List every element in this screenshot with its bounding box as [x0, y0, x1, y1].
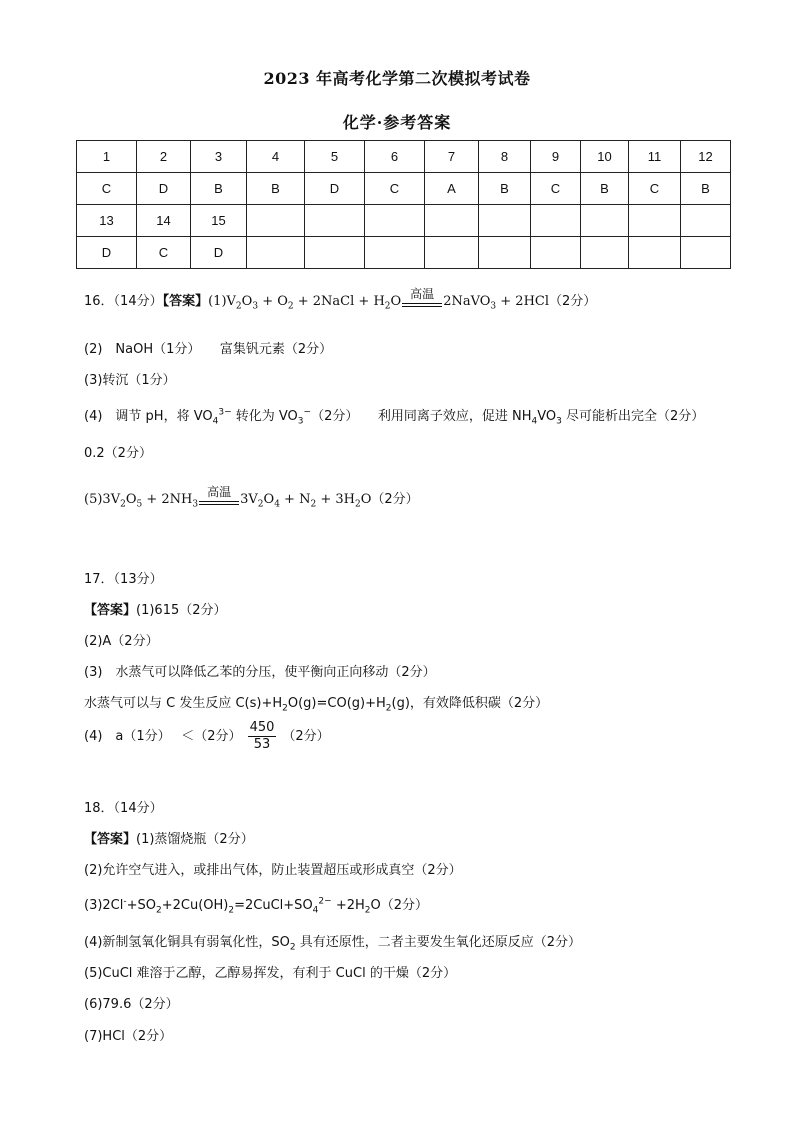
table-cell: [425, 205, 479, 237]
table-cell: [365, 205, 425, 237]
q16-eq1-rhs: 2NaVO$_3$ + 2HCl: [443, 294, 550, 312]
table-cell: C: [365, 173, 425, 205]
q17-answer-tag: 【答案】: [84, 603, 137, 618]
q17-part2: (2)A（2分）: [84, 634, 159, 649]
table-cell: D: [305, 173, 365, 205]
q16-answer-tag: 【答案】: [162, 294, 209, 309]
table-cell: 1: [77, 141, 137, 173]
equals-arrow-icon: [199, 484, 239, 511]
table-cell: C: [531, 173, 581, 205]
table-cell: [629, 205, 681, 237]
table-cell: C: [77, 173, 137, 205]
answer-table-body: [77, 141, 731, 269]
table-cell: [479, 205, 531, 237]
reaction-condition: 高温: [410, 286, 435, 301]
table-cell: B: [247, 173, 305, 205]
q17-part1: 【答案】(1)615（2分）: [84, 603, 227, 618]
table-cell: [479, 237, 531, 269]
table-cell: B: [681, 173, 731, 205]
q18-part6: (6)79.6（2分）: [84, 997, 179, 1012]
q17-part3b: 水蒸气可以与 C 发生反应 $C(s)+H_2O(g)=CO(g)+H_2(g)$，有效降低积碳（2分）: [84, 696, 549, 714]
table-cell: [531, 237, 581, 269]
table-row: [77, 141, 731, 173]
table-cell: [365, 237, 425, 269]
q16-part2: (2) NaOH（1分） 富集钒元素（2分）: [84, 342, 333, 357]
table-row: [77, 173, 731, 205]
table-cell: 8: [479, 141, 531, 173]
q16-part3: (3)转沉（1分）: [84, 373, 176, 388]
q16-part1-prefix: (1): [208, 294, 227, 309]
answer-table: [76, 140, 731, 269]
page-title: 2023 年高考化学第二次模拟考试卷: [263, 69, 531, 88]
q17-part3: (3) 水蒸气可以降低乙苯的分压，使平衡向正向移动（2分）: [84, 665, 436, 680]
table-cell: [581, 237, 629, 269]
table-cell: [247, 237, 305, 269]
table-cell: 3: [191, 141, 247, 173]
table-cell: [531, 205, 581, 237]
table-cell: 5: [305, 141, 365, 173]
table-cell: [305, 205, 365, 237]
table-cell: [305, 237, 365, 269]
table-cell: 7: [425, 141, 479, 173]
table-cell: D: [137, 173, 191, 205]
q16-part4-extra: 0.2（2分）: [84, 446, 152, 461]
table-cell: [247, 205, 305, 237]
table-row: [77, 237, 731, 269]
table-cell: 9: [531, 141, 581, 173]
table-cell: 11: [629, 141, 681, 173]
table-row: [77, 205, 731, 237]
reaction-condition: 高温: [207, 484, 232, 499]
table-cell: C: [137, 237, 191, 269]
q16-header: 16．（14分）: [84, 294, 163, 309]
table-cell: D: [191, 237, 247, 269]
table-cell: [425, 237, 479, 269]
equals-arrow-icon: [402, 286, 442, 313]
q18-part2: (2)允许空气进入，或排出气体，防止装置超压或形成真空（2分）: [84, 863, 462, 878]
q18-answer-tag: 【答案】: [84, 832, 137, 847]
table-cell: [581, 205, 629, 237]
table-cell: D: [77, 237, 137, 269]
q16-eq5-lhs: $3V_2O_5 + 2NH_3$: [102, 492, 199, 510]
table-cell: 14: [137, 205, 191, 237]
q18-part3: $(3)2Cl^-+SO_2+2Cu(OH)_2=2CuCl+SO_4^{2-} +2H_2O(2$分）: [84, 896, 429, 916]
q18-part4: (4)新制氢氧化铜具有弱氧化性，$SO_2$ 具有还原性，二者主要发生氧化还原反应（2分）: [84, 935, 582, 953]
table-cell: B: [191, 173, 247, 205]
page-subtitle: 化学·参考答案: [342, 113, 452, 132]
q16-part1: [84, 286, 597, 313]
table-cell: 13: [77, 205, 137, 237]
q17-part4: (4) a（1分） ＜（2分） $\frac{450}{53}$ （2分）: [84, 720, 330, 752]
table-cell: B: [581, 173, 629, 205]
q18-part7: (7)HCl（2分）: [84, 1029, 173, 1044]
q18-part1: 【答案】(1)蒸馏烧瓶（2分）: [84, 832, 254, 847]
q16-eq5-rhs: $3V_2O_4 + N_2 + 3H_2O$: [240, 492, 372, 510]
table-cell: 6: [365, 141, 425, 173]
table-cell: C: [629, 173, 681, 205]
table-cell: A: [425, 173, 479, 205]
q16-part5: $(5)3V_2O_5 + 2NH_3$ 高温 $3V_2O_4 + N_2 + 3H_2O(2$分）: [84, 484, 419, 510]
table-cell: [629, 237, 681, 269]
q17-header: 17．（13分）: [84, 572, 163, 587]
table-cell: B: [479, 173, 531, 205]
table-cell: [681, 237, 731, 269]
fraction: $\frac{450}{53}$: [249, 720, 275, 752]
table-cell: 2: [137, 141, 191, 173]
table-cell: 15: [191, 205, 247, 237]
q18-part5: (5)CuCl 难溶于乙醇，乙醇易挥发，有利于 CuCl 的干燥（2分）: [84, 966, 457, 981]
table-cell: 4: [247, 141, 305, 173]
q16-eq1-lhs: $V_2O_3 + O_2$ + 2NaCl + $H_2O$: [226, 294, 402, 312]
table-cell: 12: [681, 141, 731, 173]
table-cell: [681, 205, 731, 237]
q16-part4: (4) 调节 pH，将 $VO_4^{3-}$ 转化为 $VO_3^-(2$分） 利用同离子效应，促进 $NH_4VO_3$ 尽可能析出完全（2分）: [84, 407, 705, 427]
q18-header: 18．（14分）: [84, 801, 163, 816]
table-cell: 10: [581, 141, 629, 173]
q16-part1-score: （2分）: [549, 294, 597, 309]
